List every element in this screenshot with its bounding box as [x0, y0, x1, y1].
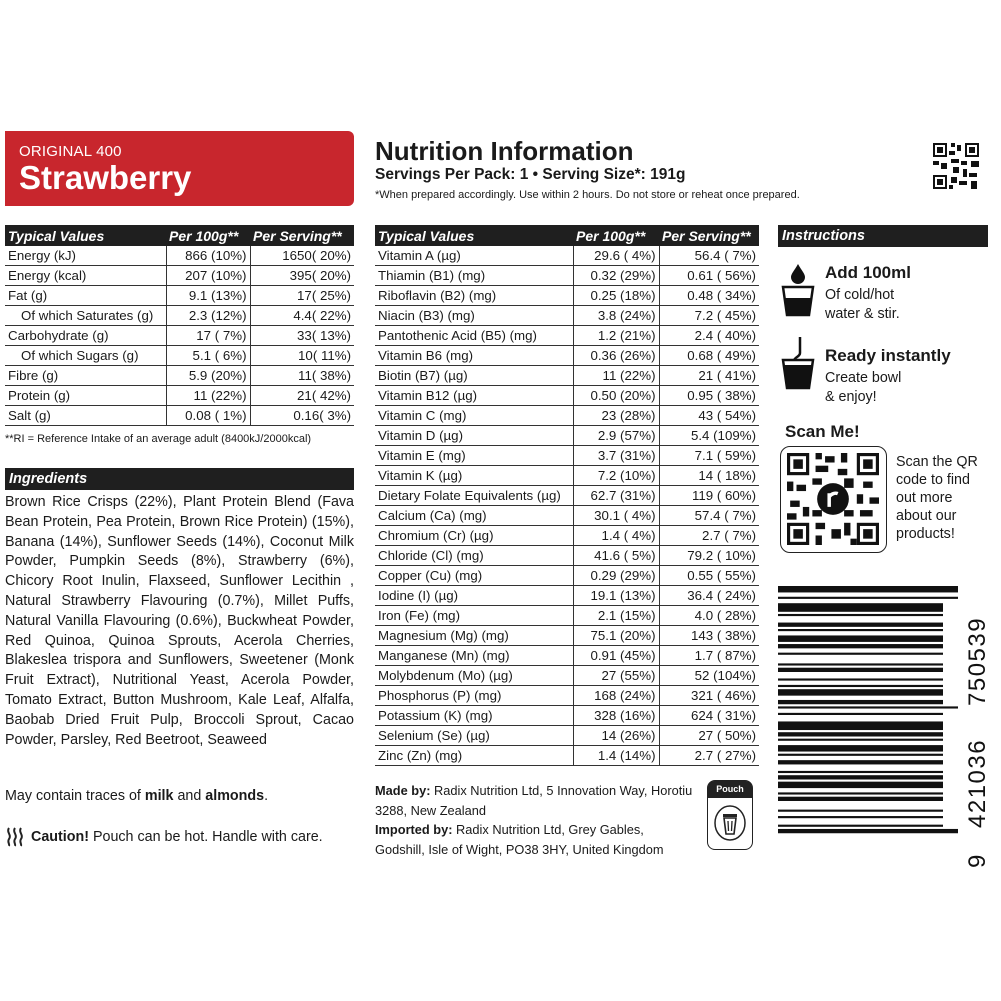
- table-row: [375, 406, 759, 426]
- nutrient-name: Of which Saturates (g): [5, 306, 166, 326]
- barcode-bar: [778, 732, 943, 736]
- nutrient-name: Vitamin E (mg): [375, 446, 573, 466]
- nutrient-name: Chromium (Cr) (µg): [375, 526, 573, 546]
- table-row: [5, 346, 354, 366]
- table-row: [375, 306, 759, 326]
- barcode-group1: 421036: [964, 738, 991, 828]
- table-row: [5, 246, 354, 266]
- nutrient-name: Vitamin B6 (mg): [375, 346, 573, 366]
- barcode-bar: [778, 745, 943, 751]
- allergen-statement: [5, 788, 268, 804]
- per-100g-value: 2.3 (12%): [166, 306, 250, 326]
- nutrient-name: Vitamin D (µg): [375, 426, 573, 446]
- barcode-bar: [778, 689, 943, 695]
- table-row: [375, 246, 759, 266]
- per-serving-value: 52 (104%): [659, 666, 759, 686]
- per-100g-value: 29.6 ( 4%): [573, 246, 659, 266]
- per-100g-value: 11 (22%): [166, 386, 250, 406]
- bin-icon: [714, 804, 746, 842]
- table-row: [375, 626, 759, 646]
- nutrient-name: Vitamin B12 (µg): [375, 386, 573, 406]
- serving-note: *When prepared accordingly. Use within 2 hours. Do not store or reheat once prepared.: [375, 189, 800, 201]
- nutrient-name: Phosphorus (P) (mg): [375, 686, 573, 706]
- per-serving-value: 5.4 (109%): [659, 426, 759, 446]
- barcode-bar: [778, 816, 943, 818]
- imported-by-label: Imported by:: [375, 822, 453, 837]
- barcode-bar: [778, 792, 943, 794]
- table-row: [5, 366, 354, 386]
- barcode-bar: [778, 825, 943, 827]
- nutrient-name: Niacin (B3) (mg): [375, 306, 573, 326]
- nutrient-name: Carbohydrate (g): [5, 326, 166, 346]
- per-serving-value: 1.7 ( 87%): [659, 646, 759, 666]
- instructions-heading: Instructions: [778, 225, 988, 247]
- per-100g-value: 0.25 (18%): [573, 286, 659, 306]
- heat-icon: [5, 826, 25, 848]
- per-serving-value: 2.7 ( 7%): [659, 526, 759, 546]
- per-serving-value: 321 ( 46%): [659, 686, 759, 706]
- per-100g-value: 75.1 (20%): [573, 626, 659, 646]
- step2-line2: & enjoy!: [825, 389, 877, 405]
- barcode-bar: [778, 700, 943, 704]
- per-100g-value: 207 (10%): [166, 266, 250, 286]
- col-per-100g: Per 100g**: [166, 225, 250, 246]
- table-row: [375, 446, 759, 466]
- ingredients-text: Brown Rice Crisps (22%), Plant Protein Blend (Fava Bean Protein, Pea Protein, Brown Rice Protein) (15%), Banana (14%), Sunflower Seeds (14%), Coconut Milk Powder, Pumpkin Seeds (8%), Strawberry (6%), Chicory Root Inulin, Flaxseed, Sunflower Lecithin , Natural Strawberry Flavouring (0.7%), Millet Puffs, Natural Vanilla Flavouring (0.6%), Buckwheat Powder, Red Quinoa, Quinoa Sprouts, Acerola Cherries, Blakeslea trispora and Sunflowers, Sweetener (Monk Fruit Extract), Nutritional Yeast, Acerola Powder, Tomato Extract, Button Mushroom, Kale Leaf, Alfalfa, Baobab Dried Fruit Pulp, Broccoli Sprout, Cacao Powder, Parsley, Red Beetroot, Seaweed: [5, 494, 354, 748]
- per-100g-value: 328 (16%): [573, 706, 659, 726]
- per-serving-value: 0.55 ( 55%): [659, 566, 759, 586]
- barcode-first-digit: 9: [964, 854, 991, 868]
- nutrient-name: Energy (kJ): [5, 246, 166, 266]
- step2-title: Ready instantly: [825, 346, 951, 365]
- table-row: [375, 726, 759, 746]
- per-100g-value: 9.1 (13%): [166, 286, 250, 306]
- per-100g-value: 62.7 (31%): [573, 486, 659, 506]
- col-per-serving-2: Per Serving**: [659, 225, 759, 246]
- barcode-bar: [778, 614, 943, 616]
- table-row: [5, 386, 354, 406]
- nutrient-name: Fat (g): [5, 286, 166, 306]
- table-row: [375, 526, 759, 546]
- barcode-bar: [778, 810, 943, 812]
- table-row: [375, 706, 759, 726]
- manufacturer-info: [375, 781, 695, 859]
- nutrient-name: Protein (g): [5, 386, 166, 406]
- nutrient-name: Selenium (Se) (µg): [375, 726, 573, 746]
- col-typical-values-2: Typical Values: [375, 225, 573, 246]
- per-100g-value: 0.32 (29%): [573, 266, 659, 286]
- barcode-bar: [778, 668, 943, 672]
- per-100g-value: 0.50 (20%): [573, 386, 659, 406]
- ready-bowl-icon: [780, 335, 816, 391]
- scan-description: Scan the QR code to find out more about our products!: [896, 454, 978, 542]
- allergen-milk: milk: [144, 788, 174, 804]
- nutrient-name: Fibre (g): [5, 366, 166, 386]
- nutrient-name: Iron (Fe) (mg): [375, 606, 573, 626]
- per-100g-value: 2.1 (15%): [573, 606, 659, 626]
- table-row: [375, 506, 759, 526]
- per-100g-value: 3.7 (31%): [573, 446, 659, 466]
- per-100g-value: 866 (10%): [166, 246, 250, 266]
- caution-label: Caution!: [31, 828, 89, 845]
- product-range: ORIGINAL 400: [19, 143, 122, 160]
- table-row: [375, 746, 759, 766]
- per-100g-value: 19.1 (13%): [573, 586, 659, 606]
- nutrient-name: Copper (Cu) (mg): [375, 566, 573, 586]
- barcode-bar: [778, 713, 943, 715]
- per-100g-value: 1.4 ( 4%): [573, 526, 659, 546]
- nutrient-name: Salt (g): [5, 406, 166, 426]
- product-name: Strawberry: [19, 159, 192, 196]
- micro-nutrient-table: [375, 225, 759, 766]
- barcode-bar: [778, 739, 943, 741]
- table-row: [375, 366, 759, 386]
- per-serving-value: 119 ( 60%): [659, 486, 759, 506]
- per-100g-value: 0.08 ( 1%): [166, 406, 250, 426]
- nutrient-name: Magnesium (Mg) (mg): [375, 626, 573, 646]
- per-serving-value: 0.61 ( 56%): [659, 266, 759, 286]
- pouch-label: Pouch: [708, 781, 752, 798]
- nutrient-name: Manganese (Mn) (mg): [375, 646, 573, 666]
- nutrient-name: Iodine (I) (µg): [375, 586, 573, 606]
- per-100g-value: 5.1 ( 6%): [166, 346, 250, 366]
- nutrient-name: Chloride (Cl) (mg): [375, 546, 573, 566]
- nutrient-name: Of which Sugars (g): [5, 346, 166, 366]
- table-row: [375, 466, 759, 486]
- col-per-serving: Per Serving**: [250, 225, 354, 246]
- barcode-bar: [778, 597, 958, 599]
- table-row: [375, 286, 759, 306]
- per-serving-value: 4.4( 22%): [250, 306, 354, 326]
- barcode-bar: [778, 829, 958, 833]
- barcode-bar: [778, 782, 943, 788]
- col-per-100g-2: Per 100g**: [573, 225, 659, 246]
- per-100g-value: 5.9 (20%): [166, 366, 250, 386]
- per-100g-value: 0.29 (29%): [573, 566, 659, 586]
- per-serving-value: 21( 42%): [250, 386, 354, 406]
- per-serving-value: 2.4 ( 40%): [659, 326, 759, 346]
- nutrient-name: Molybdenum (Mo) (µg): [375, 666, 573, 686]
- per-100g-value: 30.1 ( 4%): [573, 506, 659, 526]
- caution-text: Pouch can be hot. Handle with care.: [88, 828, 323, 845]
- table-row: [375, 326, 759, 346]
- per-100g-value: 17 ( 7%): [166, 326, 250, 346]
- per-serving-value: 143 ( 38%): [659, 626, 759, 646]
- per-serving-value: 7.2 ( 45%): [659, 306, 759, 326]
- per-serving-value: 33( 13%): [250, 326, 354, 346]
- step1-title: Add 100ml: [825, 263, 911, 282]
- nutrient-name: Riboflavin (B2) (mg): [375, 286, 573, 306]
- per-serving-value: 1650( 20%): [250, 246, 354, 266]
- per-100g-value: 1.2 (21%): [573, 326, 659, 346]
- per-serving-value: 79.2 ( 10%): [659, 546, 759, 566]
- table-row: [375, 566, 759, 586]
- step1-line2: water & stir.: [825, 306, 900, 322]
- nutrient-name: Vitamin A (µg): [375, 246, 573, 266]
- per-serving-value: 395( 20%): [250, 266, 354, 286]
- step2-line1: Create bowl: [825, 370, 902, 386]
- per-serving-value: 21 ( 41%): [659, 366, 759, 386]
- product-header: [5, 131, 354, 206]
- nutrient-name: Dietary Folate Equivalents (µg): [375, 486, 573, 506]
- table-row: [375, 666, 759, 686]
- barcode-bar: [778, 678, 943, 680]
- per-serving-value: 0.68 ( 49%): [659, 346, 759, 366]
- barcode-bar: [778, 663, 943, 665]
- made-by-label: Made by:: [375, 783, 431, 798]
- ri-note: **RI = Reference Intake of an average adult (8400kJ/2000kcal): [5, 433, 312, 445]
- product-qr-code[interactable]: [780, 446, 887, 553]
- qr-code-icon: [787, 453, 879, 545]
- allergen-suffix: .: [264, 788, 269, 804]
- per-serving-value: 624 ( 31%): [659, 706, 759, 726]
- table-row: [375, 426, 759, 446]
- barcode-bar: [778, 586, 958, 592]
- per-serving-value: 27 ( 50%): [659, 726, 759, 746]
- per-serving-value: 56.4 ( 7%): [659, 246, 759, 266]
- table-row: [5, 306, 354, 326]
- table-row: [375, 586, 759, 606]
- table-row: [375, 346, 759, 366]
- scan-title: Scan Me!: [785, 422, 860, 441]
- allergen-prefix: May contain traces of: [5, 788, 145, 804]
- caution-statement: [5, 826, 323, 848]
- table-row: [375, 486, 759, 506]
- barcode-bar: [778, 706, 958, 708]
- allergen-mid: and: [173, 788, 206, 804]
- barcode-bar: [778, 775, 943, 779]
- per-serving-value: 0.48 ( 34%): [659, 286, 759, 306]
- barcode-bar: [778, 797, 943, 801]
- made-by-text: Radix Nutrition Ltd, 5 Innovation Way, Horotiu 3288, New Zealand: [375, 783, 693, 818]
- per-100g-value: 41.6 ( 5%): [573, 546, 659, 566]
- per-serving-value: 0.16( 3%): [250, 406, 354, 426]
- per-100g-value: 23 (28%): [573, 406, 659, 426]
- barcode-bar: [778, 771, 943, 773]
- per-serving-value: 36.4 ( 24%): [659, 586, 759, 606]
- barcode-number: [947, 578, 997, 868]
- table-row: [375, 646, 759, 666]
- per-serving-value: 10( 11%): [250, 346, 354, 366]
- per-serving-value: 7.1 ( 59%): [659, 446, 759, 466]
- barcode-bar: [778, 635, 943, 641]
- barcode: [778, 586, 958, 861]
- barcode-bar: [778, 653, 943, 655]
- per-100g-value: 7.2 (10%): [573, 466, 659, 486]
- table-row: [5, 266, 354, 286]
- nutrient-name: Vitamin C (mg): [375, 406, 573, 426]
- per-100g-value: 0.36 (26%): [573, 346, 659, 366]
- table-row: [375, 386, 759, 406]
- barcode-group2: 750539: [964, 616, 991, 706]
- macro-nutrient-table: [5, 225, 354, 426]
- table-row: [375, 266, 759, 286]
- nutrient-name: Pantothenic Acid (B5) (mg): [375, 326, 573, 346]
- nutrient-name: Potassium (K) (mg): [375, 706, 573, 726]
- add-water-icon: [780, 262, 816, 318]
- per-100g-value: 14 (26%): [573, 726, 659, 746]
- per-100g-value: 1.4 (14%): [573, 746, 659, 766]
- imported-by-text: Radix Nutrition Ltd, Grey Gables, Godshill, Isle of Wight, PO38 3HY, United Kingdom: [375, 822, 664, 857]
- barcode-bar: [778, 644, 943, 648]
- nutrient-name: Energy (kcal): [5, 266, 166, 286]
- barcode-bar: [778, 754, 943, 756]
- table-row: [5, 286, 354, 306]
- pouch-recycle-badge: [707, 780, 753, 850]
- per-serving-value: 14 ( 18%): [659, 466, 759, 486]
- small-qr-code-icon: [933, 143, 979, 189]
- nutrient-name: Biotin (B7) (µg): [375, 366, 573, 386]
- nutrient-name: Zinc (Zn) (mg): [375, 746, 573, 766]
- serving-line: Servings Per Pack: 1 • Serving Size*: 191g: [375, 166, 686, 183]
- per-100g-value: 0.91 (45%): [573, 646, 659, 666]
- per-serving-value: 2.7 ( 27%): [659, 746, 759, 766]
- barcode-bar: [778, 721, 943, 730]
- col-typical-values: Typical Values: [5, 225, 166, 246]
- table-row: [375, 546, 759, 566]
- per-serving-value: 11( 38%): [250, 366, 354, 386]
- table-row: [5, 326, 354, 346]
- table-row: [5, 406, 354, 426]
- per-serving-value: 0.95 ( 38%): [659, 386, 759, 406]
- barcode-bar: [778, 760, 943, 764]
- per-serving-value: 43 ( 54%): [659, 406, 759, 426]
- table-row: [375, 606, 759, 626]
- barcode-bar: [778, 603, 943, 612]
- per-100g-value: 2.9 (57%): [573, 426, 659, 446]
- nutrient-name: Calcium (Ca) (mg): [375, 506, 573, 526]
- barcode-bar: [778, 623, 943, 627]
- nutrient-name: Vitamin K (µg): [375, 466, 573, 486]
- per-serving-value: 4.0 ( 28%): [659, 606, 759, 626]
- nutrition-title: Nutrition Information: [375, 136, 634, 166]
- per-serving-value: 17( 25%): [250, 286, 354, 306]
- per-100g-value: 11 (22%): [573, 366, 659, 386]
- barcode-bar: [778, 685, 943, 687]
- per-100g-value: 27 (55%): [573, 666, 659, 686]
- step1-line1: Of cold/hot: [825, 287, 895, 303]
- allergen-almonds: almonds: [205, 788, 265, 804]
- barcode-bar: [778, 629, 943, 631]
- table-row: [375, 686, 759, 706]
- per-serving-value: 57.4 ( 7%): [659, 506, 759, 526]
- per-100g-value: 168 (24%): [573, 686, 659, 706]
- ingredients-heading: Ingredients: [5, 468, 354, 490]
- nutrient-name: Thiamin (B1) (mg): [375, 266, 573, 286]
- per-100g-value: 3.8 (24%): [573, 306, 659, 326]
